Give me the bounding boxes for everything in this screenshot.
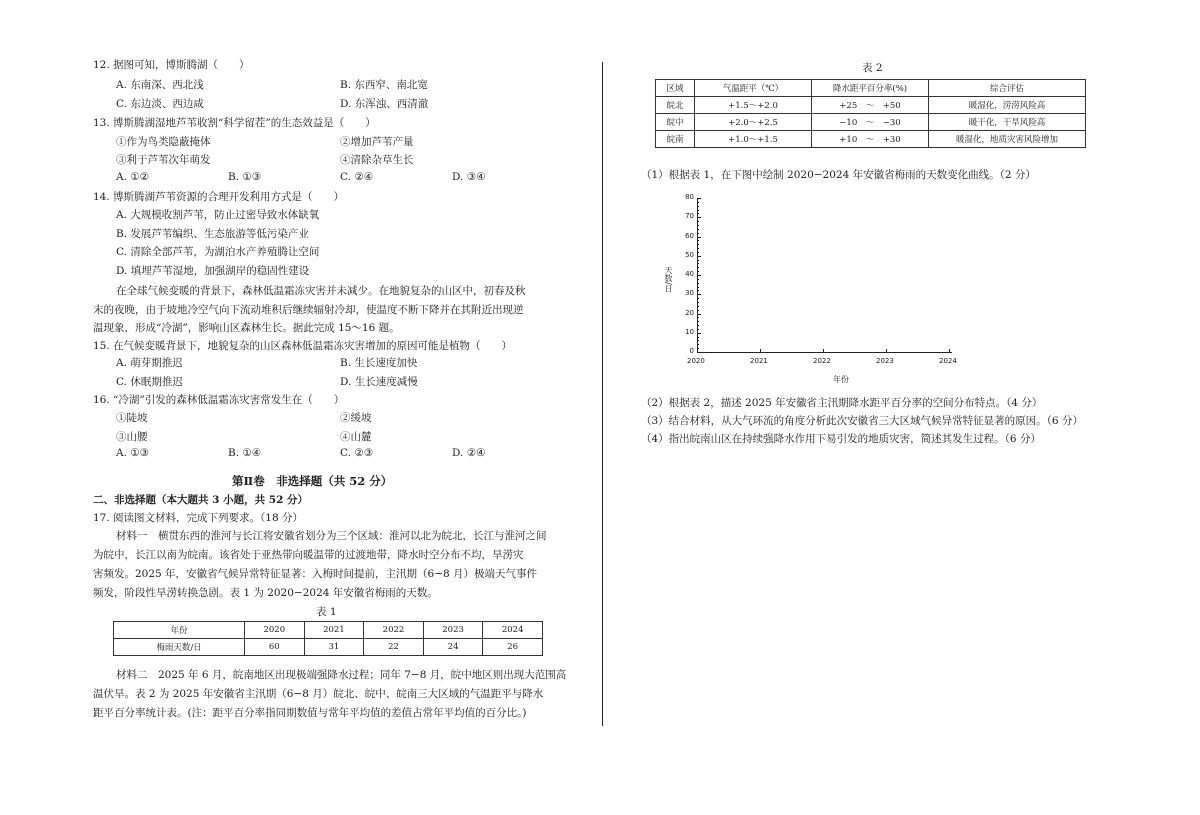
y-minor-tick-mark: [697, 279, 699, 280]
q13-item-3: ③利于芦苇次年萌发: [116, 154, 211, 166]
x-axis: [697, 352, 952, 353]
y-minor-tick-mark: [697, 213, 699, 214]
y-minor-tick-mark: [697, 202, 699, 203]
q16-option-b: B. ①④: [228, 447, 262, 459]
q15-option-b: B. 生长速度加快: [340, 357, 418, 369]
table-1-caption: 表 1: [316, 606, 337, 618]
q16-option-a: A. ①③: [116, 447, 150, 459]
y-minor-tick-mark: [697, 287, 699, 288]
y-minor-tick-mark: [697, 340, 699, 341]
y-minor-tick-mark: [697, 221, 699, 222]
q13-option-a: A. ①②: [116, 171, 150, 183]
table-2-cell: 气温距平（℃）: [695, 80, 812, 97]
y-tick-label: 50: [685, 250, 694, 259]
q13-stem: 13. 博斯腾湖湿地芦苇收割“科学留茬”的生态效益是（ ）: [93, 117, 376, 129]
section-title: 第Ⅱ卷 非选择题（共 52 分）: [232, 474, 393, 488]
table-2-caption: 表 2: [862, 62, 883, 74]
y-tick-label: 20: [685, 308, 694, 317]
table-2-cell: 皖北: [656, 97, 695, 114]
q14-option-a: A. 大规模收割芦苇，防止过密导致水体缺氧: [116, 209, 320, 221]
table-1-cell: 2024: [483, 622, 543, 639]
q17-sub-4: （4）指出皖南山区在持续强降水作用下易引发的地质灾害，简述其发生过程。（6 分）: [641, 433, 1041, 445]
material-1-line: 频发，阶段性旱涝转换急剧。表 1 为 2020−2024 年安徽省梅雨的天数。: [93, 587, 438, 599]
x-tick-label: 2024: [939, 357, 957, 365]
y-minor-tick-mark: [697, 306, 699, 307]
q15-option-a: A. 萌芽期推迟: [116, 357, 183, 369]
y-tick-mark: [697, 314, 701, 315]
y-minor-tick-mark: [697, 248, 699, 249]
table-2-cell: 皖中: [656, 114, 695, 131]
y-minor-tick-mark: [697, 337, 699, 338]
table-2-cell: +10 ～ +30: [812, 131, 929, 148]
y-minor-tick-mark: [697, 325, 699, 326]
y-tick-label: 40: [685, 270, 694, 278]
column-divider: [602, 62, 603, 726]
material-2-line: 温伏旱。表 2 为 2025 年安徽省主汛期（6−8 月）皖北、皖中、皖南三大区域的气温距平与降水: [93, 688, 544, 700]
q15-option-d: D. 生长速度减慢: [340, 376, 418, 388]
y-minor-tick-mark: [697, 229, 699, 230]
x-tick-mark: [697, 349, 698, 352]
table-1-cell: 31: [304, 639, 364, 656]
q12-option-b: B. 东西窄、南北宽: [340, 79, 428, 91]
q12-option-c: C. 东边淡、西边咸: [116, 98, 204, 110]
q14-option-d: D. 填埋芦苇湿地，加强湖岸的稳固性建设: [116, 265, 310, 277]
material-2-line: 距平百分率统计表。(注：距平百分率指同期数值与常年平均值的差值占常年平均值的百分比。): [93, 707, 527, 719]
q17-sub-2: （2）根据表 2，描述 2025 年安徽省主汛期降水距平百分率的空间分布特点。（4 分）: [641, 397, 1043, 409]
q16-item-1: ①陡坡: [116, 412, 148, 424]
q17-stem: 17. 阅读图文材料，完成下列要求。（18 分）: [93, 512, 303, 524]
q16-option-d: D. ②④: [452, 447, 486, 459]
table-1-cell: 24: [423, 639, 483, 656]
table-2-cell: +2.0～+2.5: [695, 114, 812, 131]
y-minor-tick-mark: [697, 252, 699, 253]
y-minor-tick-mark: [697, 290, 699, 291]
table-1-header-row: [114, 622, 543, 639]
table-1-cell: 梅雨天数/日: [114, 639, 245, 656]
table-2-row: [656, 131, 1086, 148]
q12-stem: 12. 据图可知，博斯腾湖（ ）: [93, 59, 250, 71]
y-tick-label: 80: [685, 193, 694, 201]
table-1-cell: 2022: [364, 622, 424, 639]
table-1-cell: 2021: [304, 622, 364, 639]
y-minor-tick-mark: [697, 206, 699, 207]
q17-sub-3: （3）结合材料，从大气环流的角度分析此次安徽省三大区域气候异常特征显著的原因。（6 分）: [641, 415, 1083, 427]
q13-item-4: ④清除杂草生长: [340, 154, 414, 166]
table-2-cell: +25 ～ +50: [812, 97, 929, 114]
x-tick-mark: [823, 349, 824, 352]
y-tick-mark: [697, 217, 701, 218]
y-tick-mark: [697, 237, 701, 238]
x-tick-label: 2022: [813, 357, 831, 365]
table-2-cell: +1.5～+2.0: [695, 97, 812, 114]
q17-sub-1: （1）根据表 1，在下图中绘制 2020−2024 年安徽省梅雨的天数变化曲线。（2 分）: [641, 169, 1036, 181]
table-1-cell: 26: [483, 639, 543, 656]
y-minor-tick-mark: [697, 210, 699, 211]
table-1-cell: 年份: [114, 622, 245, 639]
table-2-cell: 降水距平百分率(%): [812, 80, 929, 97]
q16-item-2: ②缓坡: [340, 412, 372, 424]
y-tick-mark: [697, 333, 701, 334]
passage-line: 在全球气候变暖的背景下，森林低温霜冻灾害并未减少。在地貌复杂的山区中，初春及秋: [116, 285, 526, 297]
y-minor-tick-mark: [697, 225, 699, 226]
y-tick-mark: [697, 275, 701, 276]
q13-option-b: B. ①③: [228, 171, 262, 183]
table-2-cell: −10 ～ −30: [812, 114, 929, 131]
x-tick-mark: [886, 349, 887, 352]
y-minor-tick-mark: [697, 317, 699, 318]
table-2-row: [656, 97, 1086, 114]
table-2-row: [656, 114, 1086, 131]
q15-option-c: C. 休眠期推迟: [116, 376, 183, 388]
material-1-line: 为皖中，长江以南为皖南。该省处于亚热带向暖温带的过渡地带，降水时空分布不均，旱涝灾: [93, 549, 524, 561]
y-minor-tick-mark: [697, 267, 699, 268]
table-1-cell: 2020: [245, 622, 305, 639]
q12-option-a: A. 东南深、西北浅: [116, 79, 204, 91]
x-tick-label: 2021: [750, 357, 768, 365]
blank-chart: [655, 190, 1005, 390]
material-2-line: 材料二 2025 年 6 月，皖南地区出现极端强降水过程；同年 7−8 月，皖中地区则出现大范围高: [116, 669, 567, 681]
material-1-line: 材料一 横贯东西的淮河与长江将安徽省划分为三个区域：淮河以北为皖北，长江与淮河之间: [116, 530, 547, 542]
x-tick-label: 2020: [687, 357, 705, 365]
q16-item-3: ③山腰: [116, 431, 148, 443]
y-minor-tick-mark: [697, 321, 699, 322]
table-1-data-row: [114, 639, 543, 656]
x-tick-mark: [949, 349, 950, 352]
table-1-cell: 22: [364, 639, 424, 656]
y-minor-tick-mark: [697, 244, 699, 245]
q13-option-c: C. ②④: [340, 171, 374, 183]
y-minor-tick-mark: [697, 260, 699, 261]
table-2-cell: +1.0～+1.5: [695, 131, 812, 148]
q13-option-d: D. ③④: [452, 171, 486, 183]
x-tick-label: 2023: [876, 357, 894, 365]
q14-stem: 14. 博斯腾湖芦苇资源的合理开发利用方式是（ ）: [93, 191, 345, 203]
q13-item-1: ①作为鸟类隐蔽掩体: [116, 136, 211, 148]
y-tick-label: 0: [689, 347, 694, 355]
y-minor-tick-mark: [697, 283, 699, 284]
passage-line: 温现象，形成“冷湖”，影响山区森林生长。据此完成 15～16 题。: [93, 322, 400, 334]
x-axis-label: 年份: [833, 375, 849, 384]
y-tick-mark: [697, 198, 701, 199]
y-minor-tick-mark: [697, 344, 699, 345]
table-2-cell: 暖干化，干旱风险高: [929, 114, 1086, 131]
table-2-cell: 暖湿化，地质灾害风险增加: [929, 131, 1086, 148]
q14-option-c: C. 清除全部芦苇，为湖泊水产养殖腾让空间: [116, 246, 320, 258]
q14-option-b: B. 发展芦苇编织、生态旅游等低污染产业: [116, 228, 309, 240]
y-axis-label: 天数/日: [664, 266, 673, 293]
y-tick-label: 10: [685, 327, 694, 336]
q15-stem: 15. 在气候变暖背景下，地貌复杂的山区森林低温霜冻灾害增加的原因可能是植物（ ）: [93, 340, 513, 352]
q12-option-d: D. 东浑浊、西清澈: [340, 98, 429, 110]
table-2: [655, 79, 1086, 148]
q13-item-2: ②增加芦苇产量: [340, 136, 414, 148]
table-1-cell: 60: [245, 639, 305, 656]
q16-stem: 16. “冷湖”引发的森林低温霜冻灾害常发生在（ ）: [93, 394, 345, 406]
y-minor-tick-mark: [697, 263, 699, 264]
y-minor-tick-mark: [697, 233, 699, 234]
q16-option-c: C. ②③: [340, 447, 374, 459]
y-minor-tick-mark: [697, 240, 699, 241]
y-minor-tick-mark: [697, 302, 699, 303]
passage-line: 末的夜晚，由于坡地冷空气向下流动堆积后继续辐射冷却，使温度不断下降并在其附近出现逆: [93, 304, 524, 316]
y-tick-label: 60: [685, 231, 694, 240]
y-tick-mark: [697, 294, 701, 295]
y-tick-label: 30: [685, 289, 694, 298]
table-1: [113, 621, 543, 656]
table-2-cell: 暖湿化，涝涝风险高: [929, 97, 1086, 114]
material-1-line: 害频发。2025 年，安徽省气候异常特征显著：入梅时间提前，主汛期（6−8 月）极端天气事件: [93, 568, 538, 580]
table-1-cell: 2023: [423, 622, 483, 639]
y-tick-mark: [697, 256, 701, 257]
y-minor-tick-mark: [697, 298, 699, 299]
y-tick-mark: [697, 352, 701, 353]
y-tick-label: 70: [685, 212, 694, 221]
y-minor-tick-mark: [697, 310, 699, 311]
section-subtitle: 二、非选择题（本大题共 3 小题，共 52 分）: [93, 494, 309, 506]
y-minor-tick-mark: [697, 271, 699, 272]
q16-item-4: ④山麓: [340, 431, 372, 443]
y-minor-tick-mark: [697, 329, 699, 330]
x-tick-mark: [760, 349, 761, 352]
table-2-cell: 区域: [656, 80, 695, 97]
table-2-header-row: [656, 80, 1086, 97]
table-2-cell: 综合评估: [929, 80, 1086, 97]
table-2-cell: 皖南: [656, 131, 695, 148]
